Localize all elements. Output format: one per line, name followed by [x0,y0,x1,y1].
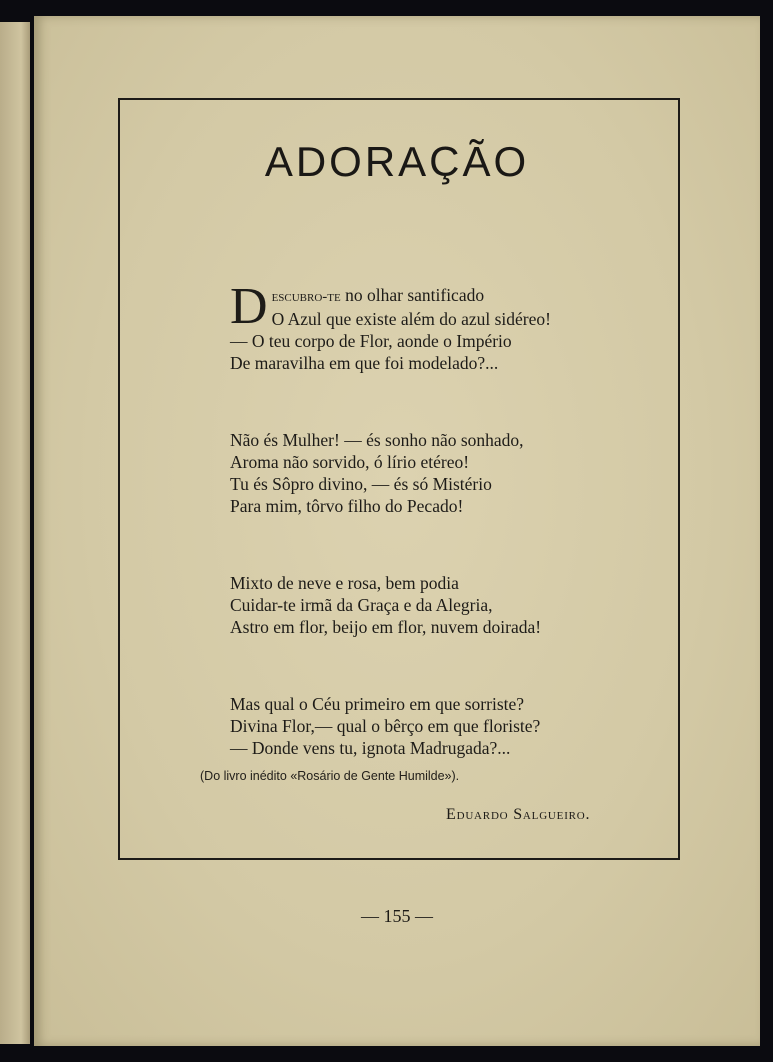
poem-line: Astro em flor, beijo em flor, nuvem doirada! [230,617,542,637]
poem-line: Cuidar-te irmã da Graça e da Alegria, [230,595,493,615]
book-page [34,16,760,1046]
first-line-rest: no olhar santificado [340,285,485,305]
poem-body [230,278,610,759]
poem-line: Não és Mulher! — és sonho não sonhado, [230,430,524,450]
stanza [230,429,610,517]
poem-line: Mixto de neve e rosa, bem podia [230,573,459,593]
poem-line: O Azul que existe além do azul sidéreo! [271,309,551,329]
poem-line: Aroma não sorvido, ó lírio etéreo! [230,452,470,472]
poem-line: — Donde vens tu, ignota Madrugada?... [230,738,511,758]
stanza [230,278,610,374]
poem-line: Para mim, tôrvo filho do Pecado! [230,496,464,516]
stanza [230,572,610,638]
poem-title: ADORAÇÃO [264,138,530,185]
poem-line [230,284,610,308]
poem-line: De maravilha em que foi modelado?... [230,353,499,373]
poem-line: — O teu corpo de Flor, aonde o Império [230,331,512,351]
poem-line: Mas qual o Céu primeiro em que sorriste? [230,694,525,714]
first-word-smallcaps: escubro-te [271,289,341,305]
poem-line: Tu és Sôpro divino, — és só Mistério [230,474,492,494]
source-note: (Do livro inédito «Rosário de Gente Humilde»). [200,769,460,783]
author-signature: Eduardo Salgueiro. [446,806,591,823]
page-number: — 155 — [361,906,433,926]
facing-page-edge [0,22,30,1044]
stanza [230,693,610,759]
poem-line: Divina Flor,— qual o bêrço em que floriste? [230,716,541,736]
drop-cap: D [230,278,268,335]
